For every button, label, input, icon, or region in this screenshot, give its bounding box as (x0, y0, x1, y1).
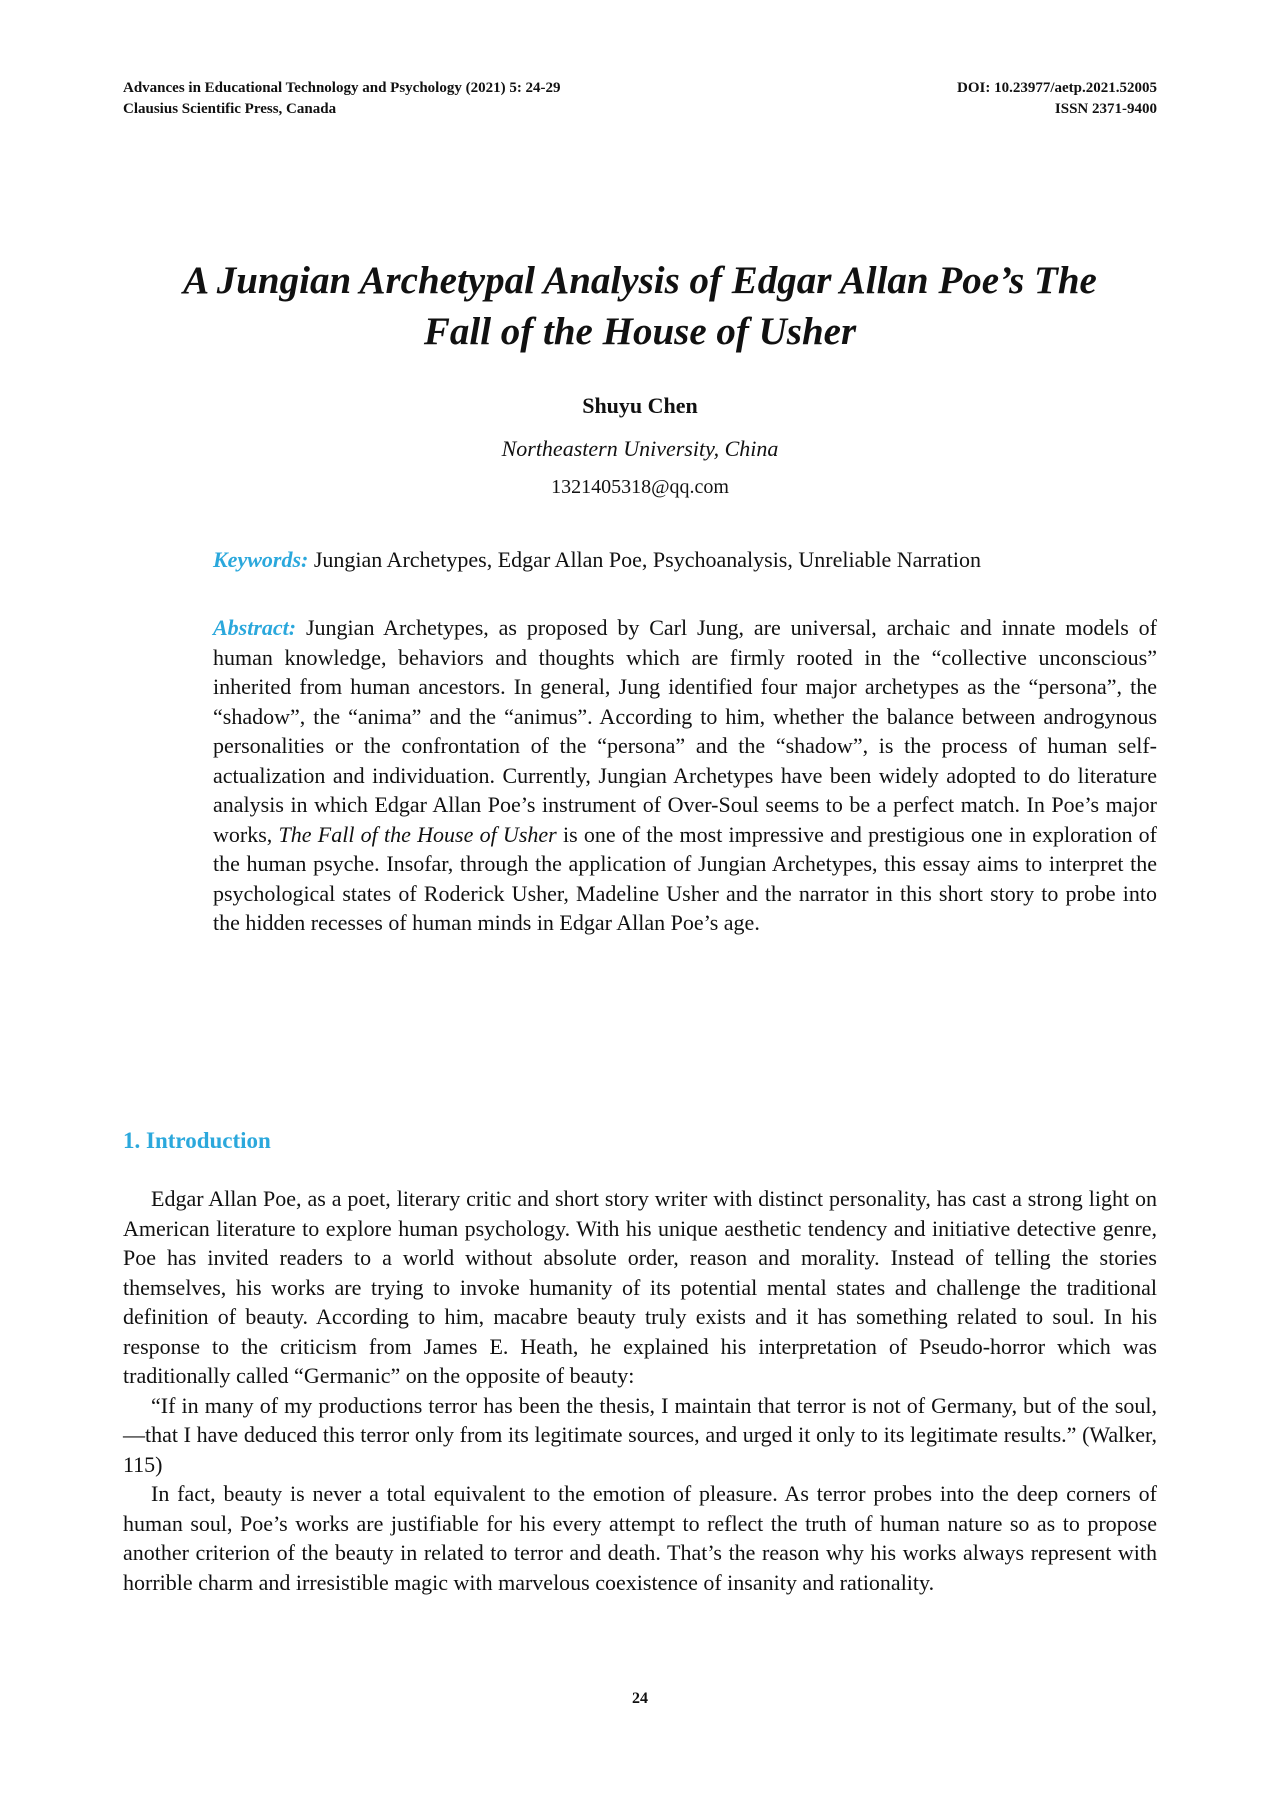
doi[interactable]: DOI: 10.23977/aetp.2021.52005 (957, 80, 1157, 96)
paragraph: Edgar Allan Poe, as a poet, literary critic and short story writer with distinct personality, has cast a strong light on American literature to explore human psychology. With his unique aesthetic tendency and initiative detective genre, Poe has invited readers to a world without absolute order, reason and morality. Instead of telling the stories themselves, his works are trying to invoke humanity of its potential mental states and challenge the traditional definition of beauty. According to him, macabre beauty truly exists and it has something related to soul. In his response to the criticism from James E. Heath, he explained his interpretation of Pseudo-horror which was traditionally called “Germanic” on the opposite of beauty: (123, 1186, 1157, 1388)
keywords-label: Keywords: (213, 547, 309, 572)
section-heading-introduction: 1. Introduction (123, 1128, 271, 1153)
paragraph: In fact, beauty is never a total equivalent to the emotion of pleasure. As terror probes into the deep corners of human soul, Poe’s works are justifiable for his every attempt to reflect the truth of human nature so as to propose another criterion of the beauty in related to terror and death. That’s the reason why his works always represent with horrible charm and irresistible magic with marvelous coexistence of insanity and rationality. (123, 1481, 1157, 1595)
issn: ISSN 2371-9400 (1054, 101, 1157, 117)
running-header (123, 78, 1157, 120)
paper-title (100, 255, 1180, 357)
publisher: Clausius Scientific Press, Canada (123, 101, 337, 117)
abstract-label: Abstract: (213, 615, 297, 640)
abstract-text-2: is one of the most impressive and prestigious one in exploration of the human psyche. Insofar, through the application of Jungian Archetypes, this essay aims to interpret the psychological states of Roderick Usher, Madeline Usher and the narrator in this short story to probe into the hidden recesses of human minds in Edgar Allan Poe’s age. (213, 821, 1158, 935)
author-email[interactable]: 1321405318@qq.com (551, 476, 729, 498)
title-line-2: Fall of the House of Usher (423, 310, 857, 353)
abstract (213, 613, 1157, 938)
introduction-body (123, 1184, 1157, 1597)
title-line-1: A Jungian Archetypal Analysis of Edgar Allan Poe’s The (183, 259, 1097, 302)
author-name: Shuyu Chen (582, 393, 698, 418)
keywords (213, 545, 1157, 575)
abstract-text-1: Jungian Archetypes, as proposed by Carl Jung, are universal, archaic and innate models of human knowledge, behaviors and thoughts which are firmly rooted in the “collective unconscious” inherited from human ancestors. In general, Jung identified four major archetypes as the “persona”, the “shadow”, the “anima” and the “animus”. According to him, whether the balance between androgynous personalities or the confrontation of the “persona” and the “shadow”, is the process of human self-actualization and individuation. Currently, Jungian Archetypes have been widely adopted to do literature analysis in which Edgar Allan Poe’s instrument of Over-Soul seems to be a perfect match. In Poe’s major works, (213, 615, 1158, 847)
author-affiliation: Northeastern University, China (501, 436, 779, 461)
keywords-text: Jungian Archetypes, Edgar Allan Poe, Psychoanalysis, Unreliable Narration (313, 547, 982, 572)
block-quote: “If in many of my productions terror has been the thesis, I maintain that terror is not of Germany, but of the soul, —that I have deduced this terror only from its legitimate sources, and urged it only to its legitimate results.” (Walker, 115) (123, 1392, 1157, 1477)
page-number: 24 (632, 1690, 648, 1707)
journal-citation: Advances in Educational Technology and Psychology (2021) 5: 24-29 (123, 80, 561, 96)
abstract-story-title: The Fall of the House of Usher (278, 821, 557, 847)
